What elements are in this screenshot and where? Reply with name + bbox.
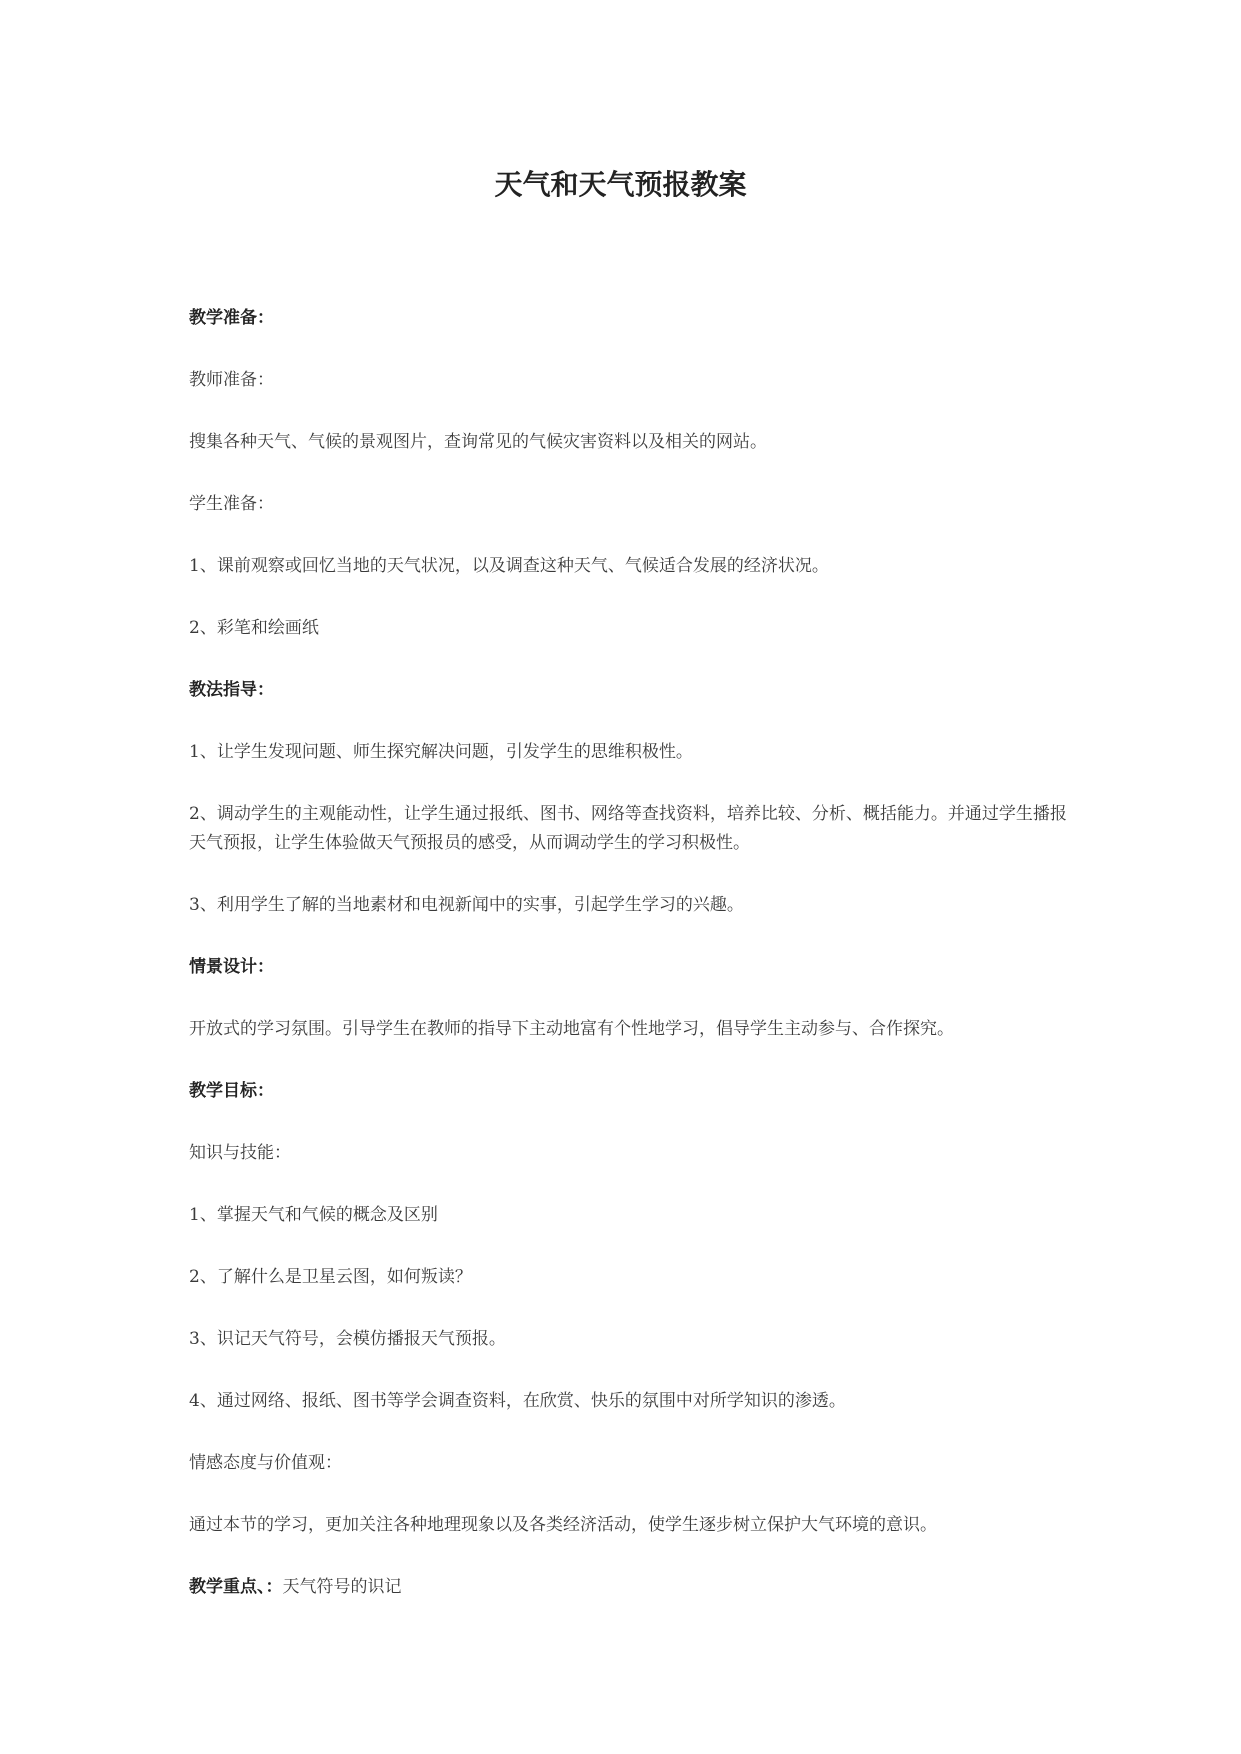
section-heading-scenario: 情景设计：	[189, 957, 274, 977]
paragraph-goal-2: 2、了解什么是卫星云图，如何叛读？	[189, 1267, 472, 1287]
paragraph-scenario: 开放式的学习氛围。引导学生在教师的指导下主动地富有个性地学习，倡导学生主动参与、合作探究。	[189, 1019, 954, 1039]
paragraph-key-point	[189, 1573, 1069, 1602]
document-body	[189, 304, 1069, 1635]
section-heading-preparation: 教学准备：	[189, 308, 274, 328]
section-heading-goals: 教学目标：	[189, 1081, 274, 1101]
paragraph-student-prep-2: 2、彩笔和绘画纸	[189, 618, 319, 638]
document-title: 天气和天气预报教案	[494, 168, 747, 201]
paragraph-method-1: 1、让学生发现问题、师生探究解决问题，引发学生的思维积极性。	[189, 742, 693, 762]
key-point-label: 教学重点、：	[189, 1577, 283, 1597]
paragraph-student-prep-1: 1、课前观察或回忆当地的天气状况，以及调查这种天气、气候适合发展的经济状况。	[189, 556, 829, 576]
section-heading-method: 教法指导：	[189, 680, 274, 700]
key-point-text: 天气符号的识记	[282, 1577, 402, 1597]
paragraph-student-prep-label: 学生准备：	[189, 494, 274, 514]
paragraph-teacher-prep-label: 教师准备：	[189, 370, 274, 390]
paragraph-goal-3: 3、识记天气符号，会模仿播报天气预报。	[189, 1329, 506, 1349]
paragraph-values: 通过本节的学习，更加关注各种地理现象以及各类经济活动，使学生逐步树立保护大气环境的意识。	[189, 1515, 937, 1535]
paragraph-method-2: 2、调动学生的主观能动性，让学生通过报纸、图书、网络等查找资料，培养比较、分析、概括能力。并通过学生播报天气预报，让学生体验做天气预报员的感受，从而调动学生的学习积极性。	[189, 804, 1067, 853]
paragraph-goal-1: 1、掌握天气和气候的概念及区别	[189, 1205, 438, 1225]
paragraph-goal-4: 4、通过网络、报纸、图书等学会调查资料，在欣赏、快乐的氛围中对所学知识的渗透。	[189, 1391, 846, 1411]
paragraph-teacher-prep: 搜集各种天气、气候的景观图片，查询常见的气候灾害资料以及相关的网站。	[189, 432, 767, 452]
paragraph-knowledge-label: 知识与技能：	[189, 1143, 291, 1163]
paragraph-method-3: 3、利用学生了解的当地素材和电视新闻中的实事，引起学生学习的兴趣。	[189, 895, 744, 915]
paragraph-values-label: 情感态度与价值观：	[189, 1453, 342, 1473]
